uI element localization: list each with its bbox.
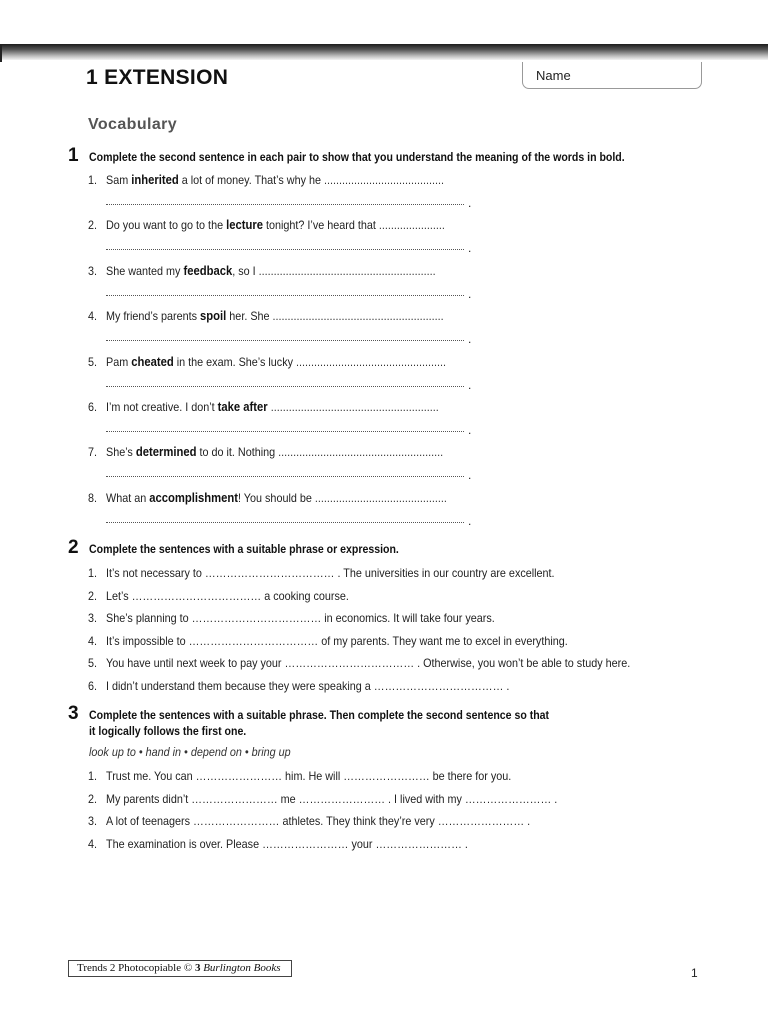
- page-number: 1: [691, 966, 698, 980]
- answer-blank[interactable]: ........................................................: [270, 400, 439, 414]
- sentence-line[interactable]: It’s impossible to ……………………………… of my parents. They want me to excel in everything.: [106, 633, 568, 648]
- exercise-2-number: 2: [68, 537, 79, 558]
- name-field[interactable]: [522, 62, 702, 89]
- bold-keyword: inherited: [131, 173, 179, 187]
- item-number: 3.: [88, 263, 98, 278]
- item-number: 4.: [88, 836, 98, 851]
- sentence-line[interactable]: Trust me. You can …………………… him. He will …………………… be there for you.: [106, 769, 512, 783]
- answer-line-end: .: [468, 468, 472, 483]
- section-heading-vocabulary: Vocabulary: [88, 116, 178, 133]
- item-number: 1.: [88, 173, 98, 187]
- top-banner-bar: [0, 44, 768, 60]
- answer-blank[interactable]: ........................................: [324, 173, 445, 187]
- sentence-text: My friend’s parents: [106, 309, 201, 324]
- sentence-line: [106, 173, 444, 187]
- answer-line-end: .: [468, 513, 472, 528]
- item-number: 1.: [88, 566, 98, 580]
- bold-keyword: take after: [217, 400, 268, 414]
- answer-line[interactable]: [106, 430, 464, 432]
- answer-blank[interactable]: ............................................: [314, 490, 447, 505]
- item-number: 8.: [88, 490, 98, 505]
- bold-keyword: cheated: [131, 354, 174, 369]
- answer-line-end: .: [468, 332, 472, 347]
- sentence-text: in the exam. She’s lucky: [173, 354, 296, 369]
- sentence-text: Pam: [106, 354, 132, 369]
- item-number: 5.: [88, 656, 98, 671]
- sentence-line: [106, 309, 444, 323]
- answer-blank[interactable]: ..................................................: [295, 354, 447, 369]
- copyright-logo-icon: 3: [194, 962, 201, 974]
- sentence-text: She wanted my: [106, 263, 184, 278]
- sentence-line[interactable]: A lot of teenagers …………………… athletes. They think they’re very …………………… .: [106, 814, 531, 829]
- sentence-line: [106, 264, 436, 278]
- answer-line-end: .: [468, 286, 472, 301]
- sentence-line[interactable]: My parents didn’t …………………… me …………………… . I lived with my …………………… .: [106, 791, 558, 806]
- bold-keyword: accomplishment: [149, 490, 239, 505]
- exercise-1-instruction: Complete the second sentence in each pair to show that you understand the meaning of the words in bold.: [89, 150, 625, 164]
- item-number: 1.: [88, 769, 98, 783]
- item-number: 5.: [88, 354, 98, 369]
- item-number: 4.: [88, 633, 98, 648]
- answer-blank[interactable]: ...........................................................: [258, 263, 436, 278]
- top-banner-tick: [0, 44, 2, 62]
- answer-line[interactable]: [106, 339, 464, 341]
- bold-keyword: feedback: [183, 263, 233, 278]
- answer-line-end: .: [468, 241, 472, 256]
- answer-blank[interactable]: ......................: [378, 218, 445, 233]
- sentence-text: I’m not creative. I don’t: [106, 400, 218, 414]
- name-label: Name: [536, 68, 571, 83]
- bold-keyword: spoil: [200, 309, 227, 324]
- answer-blank[interactable]: .......................................................: [278, 445, 444, 460]
- answer-line[interactable]: [106, 521, 464, 523]
- sentence-line: [106, 218, 445, 232]
- item-number: 7.: [88, 445, 98, 460]
- item-number: 6.: [88, 679, 98, 693]
- sentence-line[interactable]: She’s planning to ……………………………… in economics. It will take four years.: [106, 611, 495, 626]
- sentence-text: Do you want to go to the: [106, 218, 227, 233]
- answer-line-end: .: [468, 423, 472, 437]
- answer-blank[interactable]: .........................................................: [272, 309, 444, 324]
- exercise-3-number: 3: [68, 703, 79, 724]
- answer-line[interactable]: [106, 294, 464, 296]
- sentence-line[interactable]: Let’s ……………………………… a cooking course.: [106, 588, 349, 603]
- answer-line[interactable]: [106, 385, 464, 387]
- answer-line[interactable]: [106, 475, 464, 477]
- sentence-text: Sam: [106, 173, 132, 187]
- item-number: 2.: [88, 218, 98, 233]
- sentence-line: [106, 400, 439, 414]
- bold-keyword: determined: [135, 445, 197, 460]
- answer-line[interactable]: [106, 248, 464, 250]
- sentence-text: What an: [106, 490, 150, 505]
- item-number: 2.: [88, 791, 98, 806]
- sentence-line: [106, 491, 447, 505]
- sentence-text: her. She: [226, 309, 273, 324]
- bold-keyword: lecture: [226, 218, 263, 233]
- sentence-line[interactable]: It’s not necessary to ……………………………… . The universities in our country are excellent.: [106, 566, 555, 580]
- exercise-1-number: 1: [68, 145, 79, 166]
- exercise-2-instruction: Complete the sentences with a suitable phrase or expression.: [89, 542, 399, 556]
- word-box: look up to • hand in • depend on • bring up: [89, 745, 291, 759]
- answer-line-end: .: [468, 196, 472, 210]
- item-number: 4.: [88, 309, 98, 324]
- sentence-text: to do it. Nothing: [196, 445, 279, 460]
- item-number: 6.: [88, 400, 98, 414]
- sentence-line: [106, 445, 443, 459]
- item-number: 3.: [88, 611, 98, 626]
- sentence-text: ! You should be: [238, 490, 315, 505]
- footer-copyright-box: [68, 960, 292, 977]
- answer-line[interactable]: [106, 203, 464, 205]
- sentence-line[interactable]: You have until next week to pay your ……………………………… . Otherwise, you won’t be able to study here.: [106, 656, 631, 671]
- footer-text: Trends 2 Photocopiable ©: [77, 962, 195, 974]
- exercise-3-instruction-line-1: Complete the sentences with a suitable phrase. Then complete the second sentence so that: [89, 708, 550, 722]
- sentence-line[interactable]: I didn’t understand them because they were speaking a ……………………………… .: [106, 679, 510, 693]
- sentence-text: a lot of money. That’s why he: [178, 173, 325, 187]
- item-number: 3.: [88, 814, 98, 829]
- item-number: 2.: [88, 588, 98, 603]
- sentence-line[interactable]: The examination is over. Please …………………… your …………………… .: [106, 836, 468, 851]
- sentence-text: tonight? I’ve heard that: [262, 218, 379, 233]
- sentence-text: She’s: [106, 445, 136, 460]
- page-title: 1 EXTENSION: [86, 66, 229, 89]
- exercise-3-instruction-line-2: it logically follows the first one.: [89, 724, 247, 738]
- answer-line-end: .: [468, 377, 472, 392]
- footer-publisher: Burlington Books: [203, 962, 281, 974]
- sentence-text: , so I: [232, 263, 259, 278]
- sentence-line: [106, 355, 446, 369]
